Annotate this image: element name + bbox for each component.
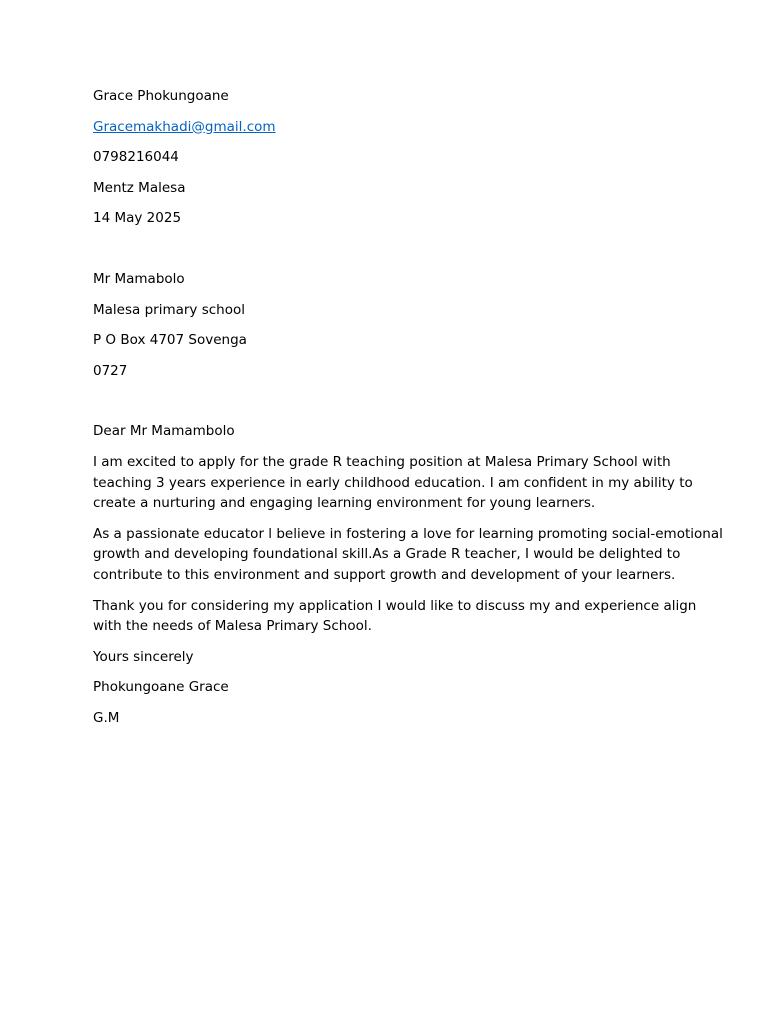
paragraph-line: contribute to this environment and support growth and development of your learners. (93, 566, 676, 583)
sender-phone: 0798216044 (93, 149, 179, 166)
paragraph-line: teaching 3 years experience in early childhood education. I am confident in my ability to (93, 474, 693, 491)
letter-page (93, 86, 723, 738)
recipient-address: P O Box 4707 Sovenga (93, 332, 247, 349)
sender-email-link[interactable]: Gracemakhadi@gmail.com (93, 118, 276, 135)
salutation: Dear Mr Mamambolo (93, 423, 235, 440)
signature-name: Phokungoane Grace (93, 679, 229, 696)
paragraph-line: As a passionate educator l believe in fostering a love for learning promoting social-emotional (93, 525, 723, 542)
closing: Yours sincerely (93, 648, 194, 665)
sender-email-line (93, 117, 683, 138)
letter-date: 14 May 2025 (93, 210, 182, 227)
body-paragraph-1 (93, 452, 693, 514)
paragraph-line: growth and developing foundational skill.As a Grade R teacher, I would be delighted to (93, 546, 681, 563)
signature-initials: G.M (93, 709, 120, 726)
recipient-school: Malesa primary school (93, 301, 245, 318)
recipient-postal-code: 0727 (93, 362, 128, 379)
recipient-name: Mr Mamabolo (93, 270, 185, 287)
sender-name: Grace Phokungoane (93, 88, 229, 104)
paragraph-line: Thank you for considering my application I would like to discuss my and experience align (93, 597, 697, 614)
paragraph-line: I am excited to apply for the grade R teaching position at Malesa Primary School with (93, 453, 671, 470)
body-paragraph-2 (93, 524, 723, 586)
paragraph-line: create a nurturing and engaging learning environment for young learners. (93, 495, 596, 512)
body-paragraph-3 (93, 596, 697, 637)
paragraph-line: with the needs of Malesa Primary School. (93, 618, 372, 635)
sender-location: Mentz Malesa (93, 179, 186, 196)
